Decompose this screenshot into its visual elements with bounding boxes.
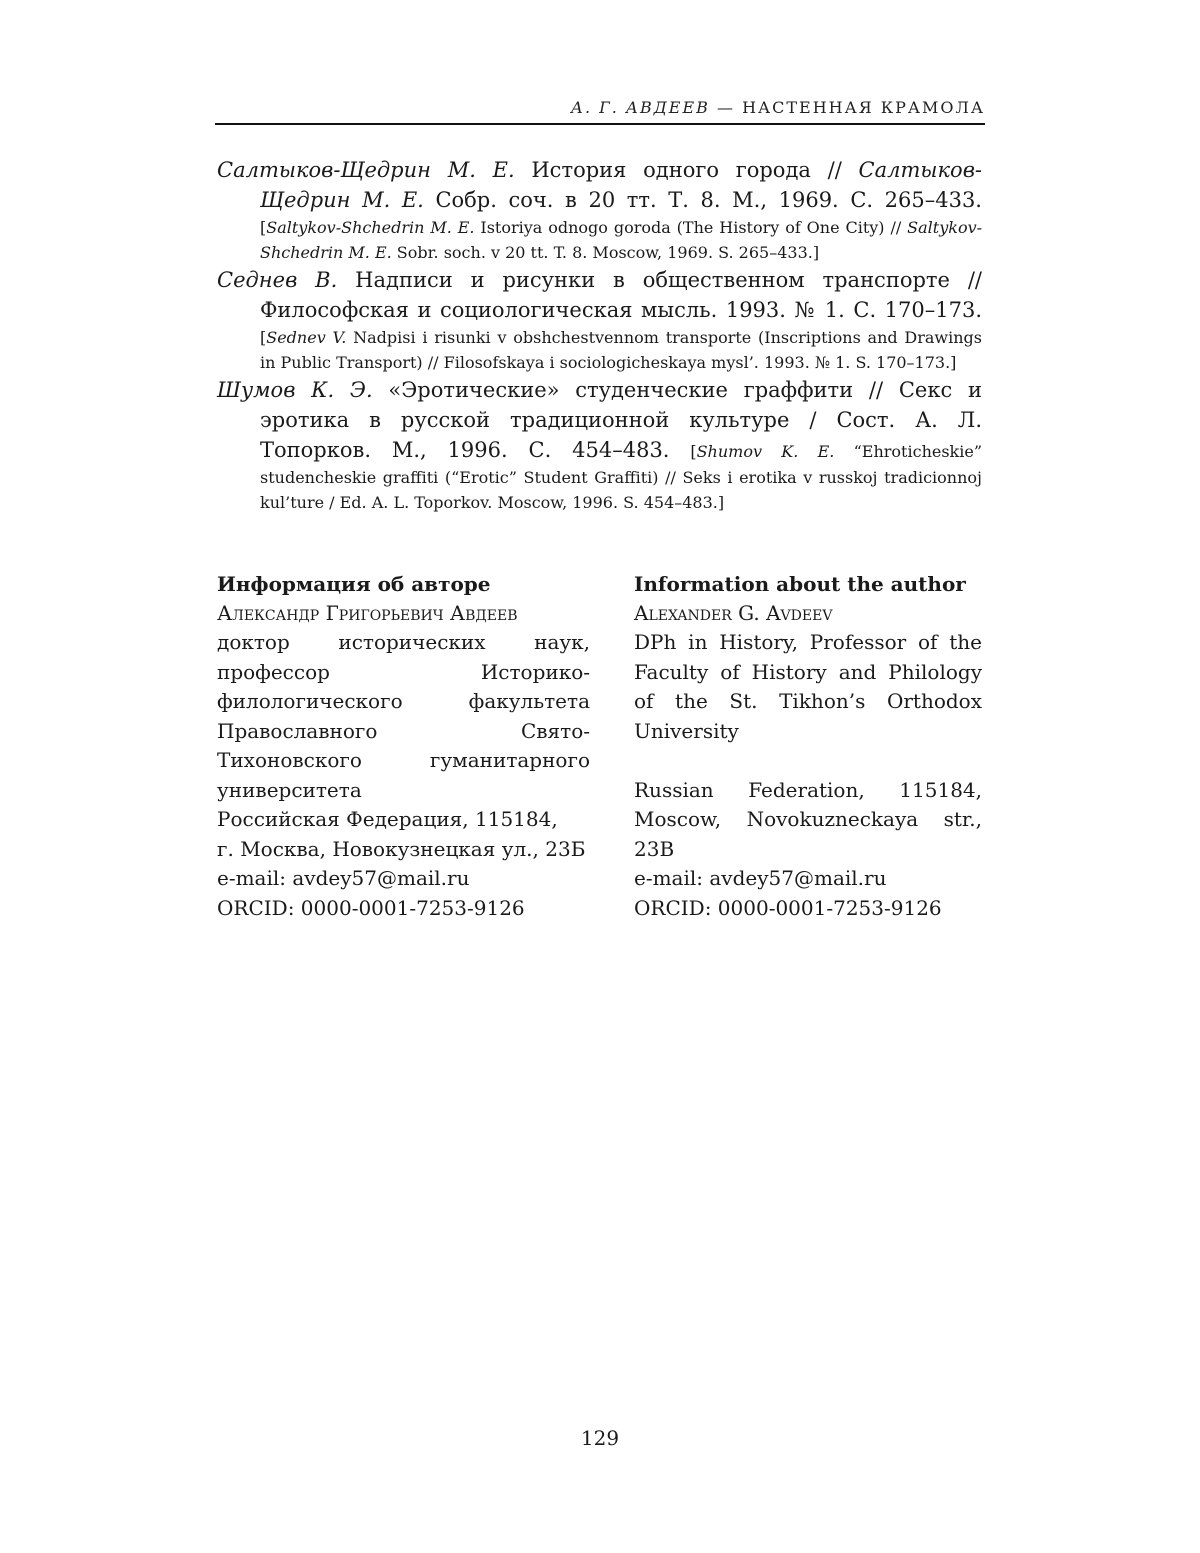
reference-author: Седнев В. — [217, 268, 337, 292]
author-orcid: ORCID: 0000-0001-7253-9126 — [634, 894, 982, 924]
running-head-author: А. Г. АВДЕЕВ — [571, 98, 710, 117]
author-orcid: ORCID: 0000-0001-7253-9126 — [217, 894, 590, 924]
author-name: Alexander G. Avdeev — [634, 598, 982, 628]
reference-author: Sednev V. — [266, 328, 346, 347]
header-rule — [215, 123, 985, 125]
reference-text: «Эротические» студенческие граффити // Секс и эротика в русской традиционной культуре / Сост. А. Л. Топорков. М., 1996. С. 454–483. — [260, 378, 982, 462]
author-name: Александр Григорьевич Авдеев — [217, 598, 590, 628]
author-description: доктор исторических наук, профессор Историко-филологического факультета Православного Свято-Тихоновского гуманитарного университета — [217, 628, 590, 805]
author-email: e-mail: avdey57@mail.ru — [634, 864, 982, 894]
bracket: [ — [260, 328, 266, 347]
author-info-en — [634, 570, 982, 923]
reference-author: Saltykov-Shchedrin M. E. — [266, 218, 474, 237]
author-address-line: Российская Федерация, 115184, — [217, 805, 590, 835]
reference-transliteration — [260, 218, 982, 262]
running-head-title: НАСТЕННАЯ КРАМОЛА — [742, 98, 985, 117]
page-number: 129 — [0, 1426, 1200, 1450]
reference-author: Shumov K. E. — [697, 442, 835, 461]
reference-text: История одного города // — [515, 158, 859, 182]
page — [0, 0, 1200, 1553]
reference-author: Салтыков-Щедрин М. Е. — [260, 158, 982, 212]
running-head-separator: — — [710, 98, 742, 117]
author-description: DPh in History, Professor of the Faculty of History and Philology of the St. Tikhon’s Orthodox University — [634, 628, 982, 746]
reference-entry — [217, 375, 982, 515]
author-address: Russian Federation, 115184, Moscow, Novokuzneckaya str., 23B — [634, 776, 982, 865]
reference-text: “Ehroticheskie” studencheskie graffiti (“Erotic” Student Graffiti) // Seks i erotika v russkoj tradicionnoj kul’ture / Ed. A. L. Toporkov. Moscow, 1996. S. 454–483.] — [260, 442, 982, 512]
reference-author: Шумов К. Э. — [217, 378, 373, 402]
bracket: [ — [690, 442, 696, 461]
reference-transliteration — [260, 328, 982, 372]
author-address-line: г. Москва, Новокузнецкая ул., 23Б — [217, 835, 590, 865]
reference-author: Салтыков-Щедрин М. Е. — [217, 158, 515, 182]
reference-text: Собр. соч. в 20 тт. Т. 8. М., 1969. С. 265–433. — [424, 188, 982, 212]
author-email: e-mail: avdey57@mail.ru — [217, 864, 590, 894]
author-info-heading: Information about the author — [634, 570, 982, 598]
author-info-heading: Информация об авторе — [217, 570, 590, 598]
reference-author: Saltykov-Shchedrin M. E. — [260, 218, 982, 262]
reference-text: Istoriya odnogo goroda (The History of One City) // — [474, 218, 907, 237]
reference-text: Надписи и рисунки в общественном транспорте // Философская и социологическая мысль. 1993. № 1. С. 170–173. — [260, 268, 982, 322]
reference-text: Sobr. soch. v 20 tt. T. 8. Moscow, 1969. S. 265–433.] — [392, 243, 819, 262]
reference-ru — [217, 158, 982, 212]
reference-entry — [217, 265, 982, 375]
spacer — [634, 746, 982, 776]
running-head — [215, 98, 985, 117]
references-list — [217, 155, 982, 515]
bracket: [ — [260, 218, 266, 237]
author-info-ru — [217, 570, 590, 923]
reference-ru — [217, 268, 982, 322]
reference-entry — [217, 155, 982, 265]
reference-text: Nadpisi i risunki v obshchestvennom transporte (Inscriptions and Drawings in Public Transport) // Filosofskaya i sociologicheskaya mysl’. 1993. № 1. S. 170–173.] — [260, 328, 982, 372]
